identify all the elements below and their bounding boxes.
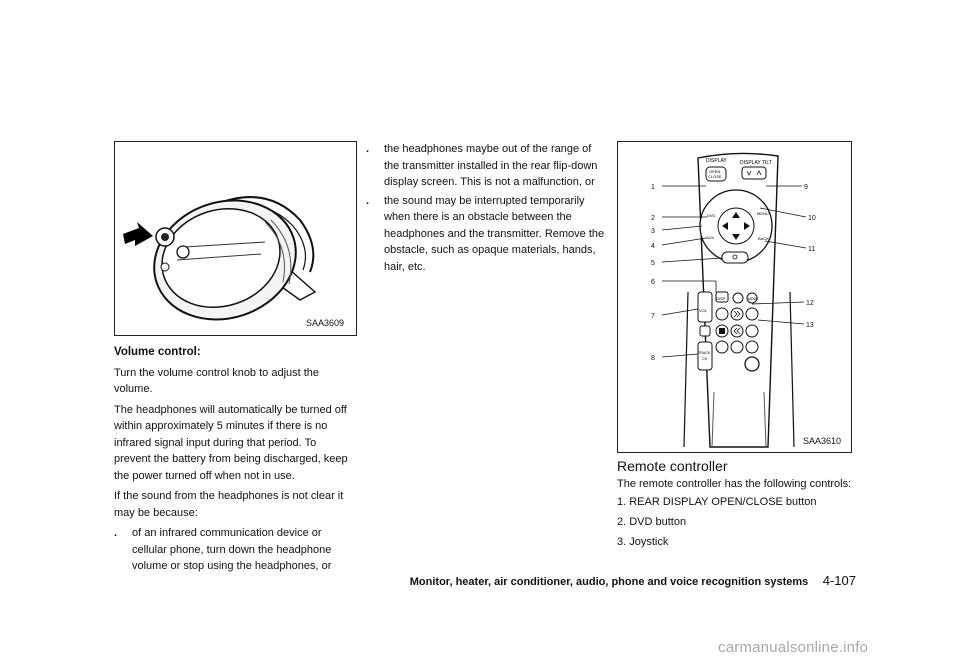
headphones-figure-caption: SAA3609 bbox=[306, 318, 345, 328]
volume-control-heading: Volume control: bbox=[114, 346, 201, 358]
headphones-illustration bbox=[115, 142, 356, 335]
callout-10: 10 bbox=[808, 215, 816, 222]
bullet-text: of an infrared communication device or cellular phone, turn down the headphone volume or stop using the headphones, or bbox=[132, 527, 332, 572]
callout-11: 11 bbox=[808, 246, 816, 253]
remote-label-display-tilt: DISPLAY TILT bbox=[740, 160, 772, 166]
list-item: 1. REAR DISPLAY OPEN/CLOSE button bbox=[617, 496, 817, 508]
play-pause-button[interactable] bbox=[716, 308, 728, 320]
remote-label-back: BACK bbox=[758, 236, 769, 241]
paragraph-sound-unclear: If the sound from the headphones is not clear it may be because: bbox=[114, 490, 344, 519]
remote-controls-list bbox=[617, 492, 857, 552]
remote-label-dvd: DVD bbox=[707, 213, 716, 218]
callout-9: 9 bbox=[804, 184, 808, 191]
bullet-text: the headphones maybe out of the range of the transmitter installed in the rear flip-down display screen. This is not a malfunction, or bbox=[384, 143, 598, 188]
watermark: carmanualsonline.info bbox=[718, 639, 869, 656]
callout-8: 8 bbox=[651, 355, 655, 362]
bullet-text: the sound may be interrupted temporarily when there is an obstacle between the headphones and the transmitter. Remove the obstacle, such as opaque materials, hands, hair, etc. bbox=[384, 194, 605, 273]
remote-label-close: CLOSE bbox=[708, 174, 722, 179]
callout-7: 7 bbox=[651, 313, 655, 320]
volume-rocker[interactable] bbox=[698, 292, 712, 322]
remote-label-ch: CH bbox=[702, 357, 708, 361]
remote-controller-intro: The remote controller has the following controls: bbox=[617, 478, 852, 490]
remote-label-disp: DISP bbox=[716, 296, 726, 301]
callout-4: 4 bbox=[651, 243, 655, 250]
paragraph-volume: Turn the volume control knob to adjust the volume. bbox=[114, 366, 320, 395]
remote-label-vol: VOL bbox=[699, 308, 708, 313]
left-column-text bbox=[114, 344, 355, 577]
page-number: 4-107 bbox=[822, 573, 856, 588]
remote-label-menu: MENU bbox=[757, 211, 769, 216]
callout-13: 13 bbox=[806, 322, 814, 329]
list-item: 3. Joystick bbox=[617, 536, 669, 548]
page-footer bbox=[410, 572, 856, 590]
callout-2: 2 bbox=[651, 215, 655, 222]
middle-column-text bbox=[366, 141, 606, 277]
remote-controller-figure bbox=[617, 141, 852, 453]
list-item: 2. DVD button bbox=[617, 516, 687, 528]
bullet-marker: . bbox=[366, 143, 370, 155]
callout-6: 6 bbox=[651, 279, 655, 286]
bullet-item bbox=[366, 141, 606, 191]
enter-button[interactable] bbox=[722, 252, 748, 263]
bullet-item bbox=[114, 525, 355, 575]
paragraph-auto-off: The headphones will automatically be turned off within approximately 5 minutes if there is no infrared signal input during that period. To prevent the battery from being discharged, keep the power turned off when not in use. bbox=[114, 403, 348, 482]
remote-controller-title: Remote controller bbox=[617, 458, 728, 474]
remote-label-display: DISPLAY bbox=[706, 158, 727, 164]
headphones-figure bbox=[114, 141, 357, 336]
bullet-marker: . bbox=[366, 194, 370, 207]
remote-figure-caption: SAA3610 bbox=[803, 436, 842, 446]
callout-12: 12 bbox=[806, 300, 814, 307]
callout-5: 5 bbox=[651, 260, 655, 267]
bullet-item bbox=[366, 193, 606, 276]
remote-label-mode: MODE bbox=[748, 297, 759, 301]
callout-1: 1 bbox=[651, 184, 655, 191]
footer-section-title: Monitor, heater, air conditioner, audio, phone and voice recognition systems bbox=[409, 576, 809, 588]
remote-label-aux: AUX bbox=[706, 235, 715, 240]
track-rocker[interactable] bbox=[698, 342, 712, 370]
bullet-marker: . bbox=[114, 527, 118, 539]
remote-controller-illustration bbox=[618, 142, 851, 452]
remote-label-open: OPEN bbox=[709, 169, 721, 174]
display-tilt-button[interactable] bbox=[742, 167, 766, 179]
callout-3: 3 bbox=[651, 228, 655, 235]
remote-label-track: TRACK bbox=[698, 351, 711, 355]
arrow-pointer-icon bbox=[123, 222, 153, 246]
